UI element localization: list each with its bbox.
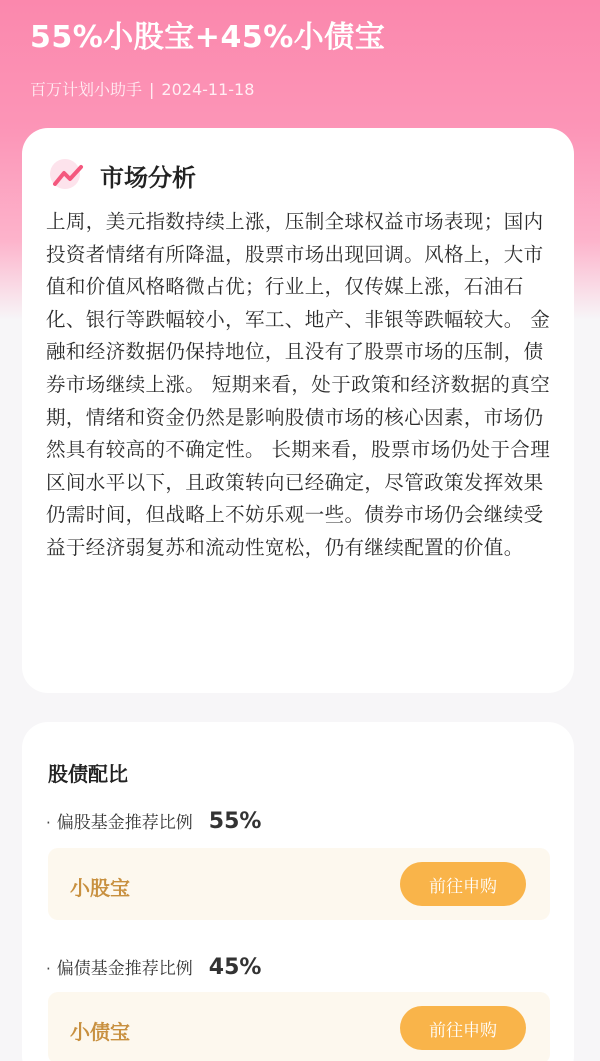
- source-label: 百万计划小助手: [30, 80, 143, 99]
- market-analysis-header: [48, 158, 196, 193]
- page-title: 55%小股宝+45%小债宝: [30, 20, 386, 55]
- trend-chart-icon: [48, 159, 88, 193]
- bullet-dot: ·: [46, 814, 51, 832]
- header-subtitle: [30, 77, 254, 100]
- equity-fund-name: 小股宝: [70, 876, 130, 900]
- equity-subscribe-button[interactable]: 前往申购: [400, 862, 526, 906]
- equity-ratio-text: 偏股基金推荐比例: [56, 813, 193, 833]
- bond-ratio-text: 偏债基金推荐比例: [56, 959, 193, 979]
- market-analysis-card: [22, 128, 574, 693]
- bullet-dot: ·: [46, 960, 51, 978]
- bond-ratio-percent: 45%: [208, 955, 262, 980]
- analysis-body: 上周，美元指数持续上涨，压制全球权益市场表现；国内投资者情绪有所降温，股票市场出现回调。风格上，大市值和价值风格略微占优；行业上，仅传媒上涨，石油石化、银行等跌幅较小，军工、地产、非银等跌幅较大。 金融和经济数据仍保持地位，且没有了股票市场的压制，债券市场继续上涨。 短期来看，处于政策和经济数据的真空期，情绪和资金仍然是影响股债市场的核心因素，市场仍然具有较高的不确定性。 长期来看，股票市场仍处于合理区间水平以下，且政策转向已经确定，尽管政策发挥效果仍需时间，但战略上不妨乐观一些。债券市场仍会继续受益于经济弱复苏和流动性宽松，仍有继续配置的价值。: [46, 210, 551, 559]
- equity-ratio-label: [46, 808, 261, 834]
- allocation-card: [22, 722, 574, 1061]
- equity-fund-row: [48, 848, 550, 920]
- section-title: 市场分析: [100, 164, 196, 192]
- separator: |: [149, 80, 155, 99]
- bond-subscribe-button[interactable]: 前往申购: [400, 1006, 526, 1050]
- equity-ratio-percent: 55%: [208, 809, 262, 834]
- date-label: 2024-11-18: [161, 80, 255, 99]
- bond-fund-name: 小债宝: [70, 1020, 130, 1044]
- allocation-title: 股债配比: [48, 762, 128, 786]
- bond-ratio-label: [46, 954, 261, 980]
- bond-fund-row: [48, 992, 550, 1061]
